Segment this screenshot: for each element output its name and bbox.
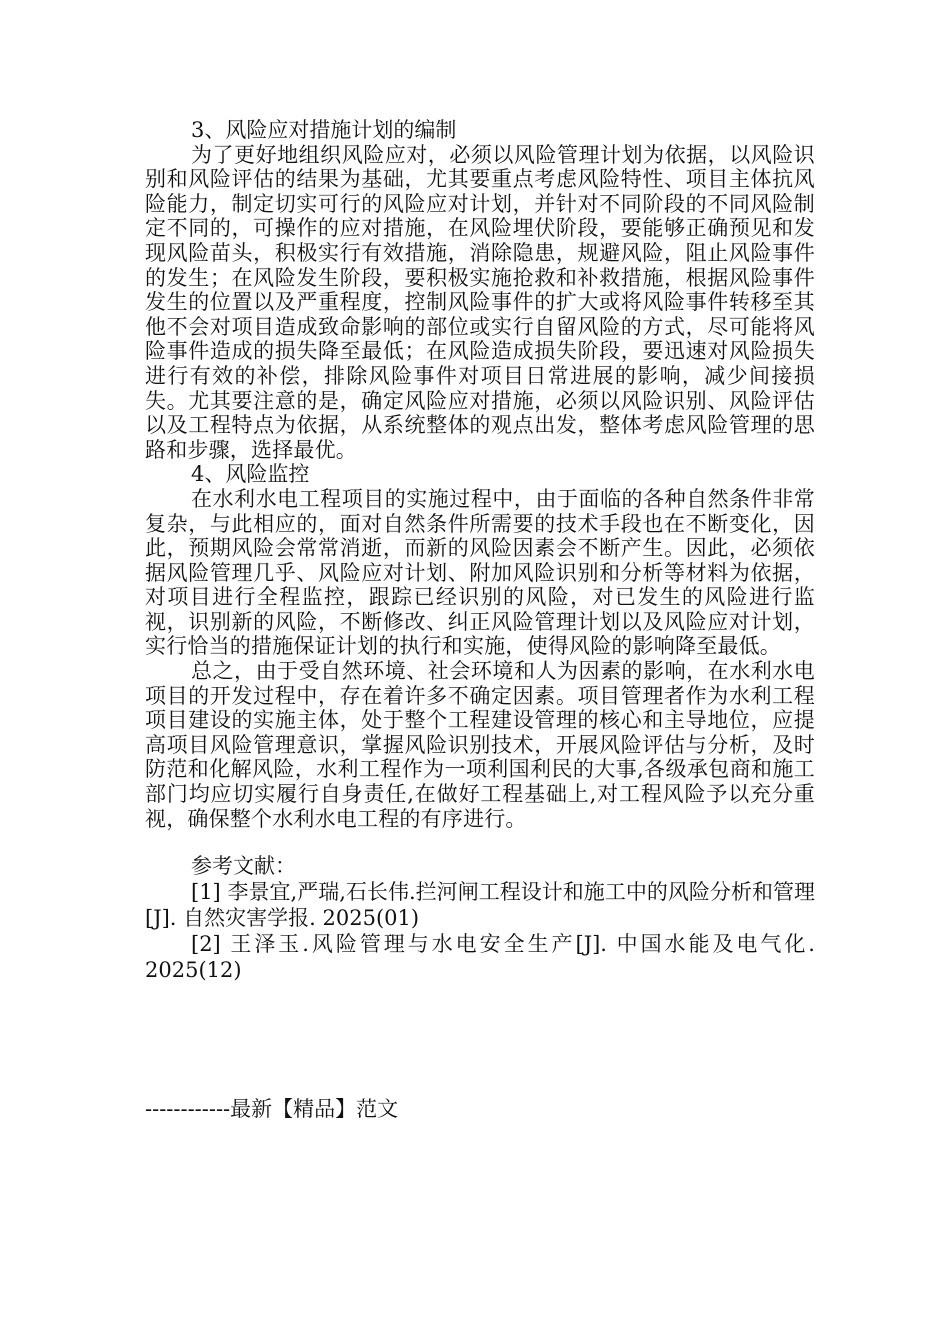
reference-item-2: [2] 王泽玉.风险管理与水电安全生产[J]. 中国水能及电气化. 2025(12) <box>145 932 815 983</box>
footer-text: ------------最新【精品】范文 <box>145 1097 399 1121</box>
spacer <box>145 831 815 853</box>
references-title: 参考文献： <box>191 854 296 879</box>
section-4-paragraph: 在水利水电工程项目的实施过程中，由于面临的各种自然条件非常复杂，与此相应的，面对自然条件所需要的技术手段也在不断变化，因此，预期风险会常常消逝，而新的风险因素会不断产生。因此，必须依据风险管理几乎、风险应对计划、附加风险识别和分析等材料为依据，对项目进行全程监控，跟踪已经识别的风险，对已发生的风险进行监视，识别新的风险，不断修改、纠正风险管理计划以及风险应对计划，实行恰当的措施保证计划的执行和实施，使得风险的影响降至最低。 <box>145 486 815 659</box>
section-3-heading: 3、风险应对措施计划的编制 <box>191 118 457 142</box>
section-3-paragraph: 为了更好地组织风险应对，必须以风险管理计划为依据，以风险识别和风险评估的结果为基础，尤其要重点考虑风险特性、项目主体抗风险能力，制定切实可行的风险应对计划，并针对不同阶段的不同风险制定不同的，可操作的应对措施，在风险埋伏阶段，要能够正确预见和发现风险苗头，积极实行有效措施，消除隐患，规避风险，阻止风险事件的发生；在风险发生阶段，要积极实施抢救和补救措施，根据风险事件发生的位置以及严重程度，控制风险事件的扩大或将风险事件转移至其他不会对项目造成致命影响的部位或实行自留风险的方式，尽可能将风险事件造成的损失降至最低；在风险造成损失阶段，要迅速对风险损失进行有效的补偿，排除风险事件对项目日常进展的影响，减少间接损失。尤其要注意的是，确定风险应对措施，必须以风险识别、风险评估以及工程特点为依据，从系统整体的观点出发，整体考虑风险管理的思路和步骤，选择最优。 <box>145 142 815 462</box>
document-body <box>145 118 815 983</box>
conclusion-paragraph: 总之，由于受自然环境、社会环境和人为因素的影响，在水利水电项目的开发过程中，存在着许多不确定因素。项目管理者作为水利工程项目建设的实施主体，处于整个工程建设管理的核心和主导地位，应提高项目风险管理意识，掌握风险识别技术，开展风险评估与分析，及时防范和化解风险，水利工程作为一项利国利民的大事,各级承包商和施工部门均应切实履行自身责任,在做好工程基础上,对工程风险予以充分重视，确保整个水利水电工程的有序进行。 <box>145 659 815 831</box>
reference-item-1: [1] 李景宜,严瑞,石长伟.拦河闸工程设计和施工中的风险分析和管理[J]. 自然灾害学报. 2025(01) <box>145 880 815 931</box>
section-4-heading: 4、风险监控 <box>191 462 310 487</box>
